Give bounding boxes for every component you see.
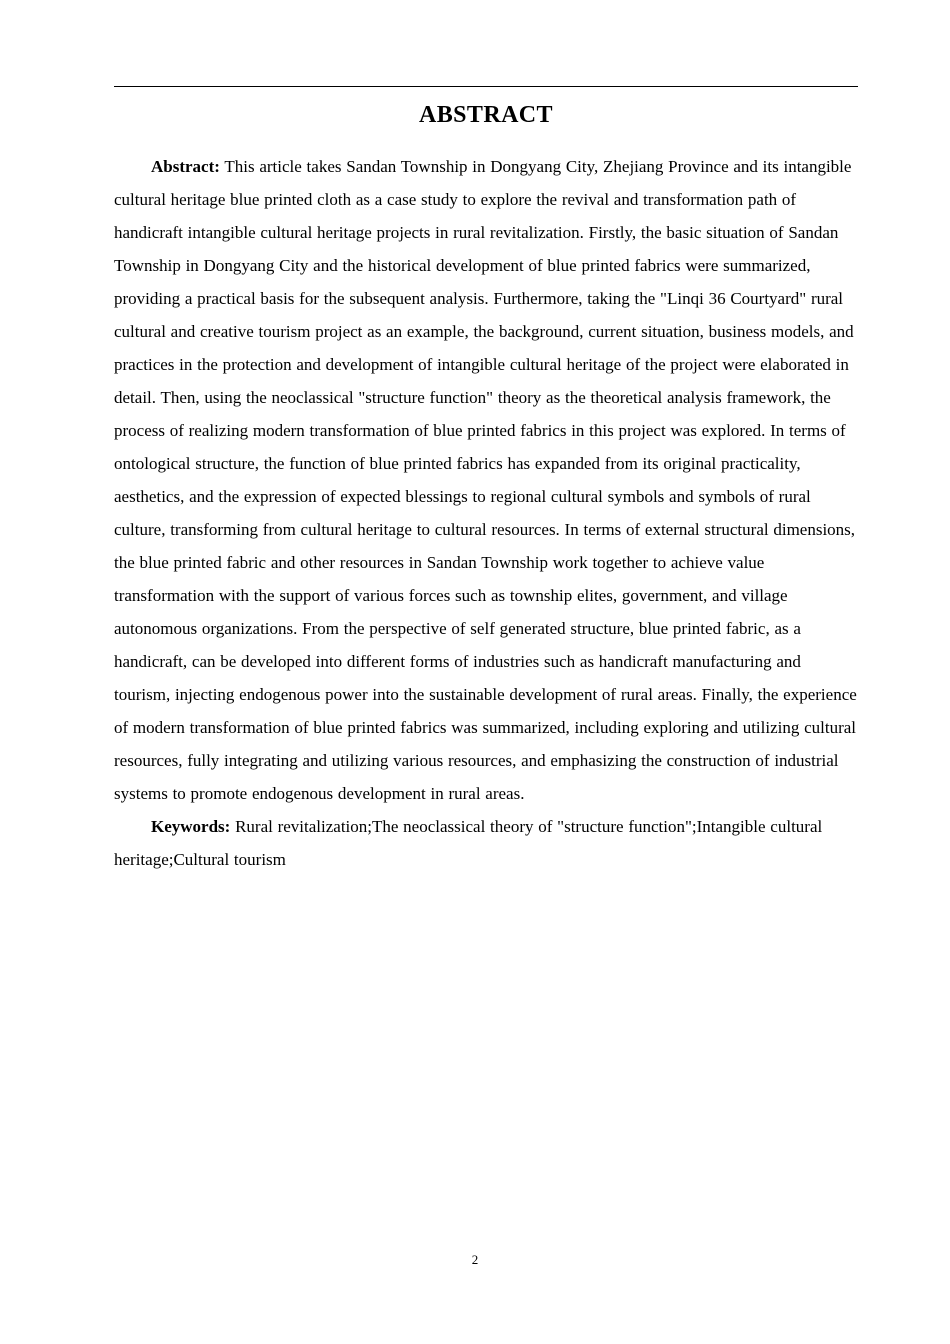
header-divider-rule <box>114 86 858 87</box>
abstract-paragraph <box>114 150 858 810</box>
abstract-label: Abstract: <box>151 157 220 176</box>
keywords-paragraph <box>114 810 858 876</box>
page-number: 2 <box>471 1252 479 1267</box>
keywords-text: Rural revitalization;The neoclassical theory of "structure function";Intangible cultural heritage;Cultural tourism <box>114 817 823 869</box>
abstract-text: This article takes Sandan Township in Dongyang City, Zhejiang Province and its intangible cultural heritage blue printed cloth as a case study to explore the revival and transformation path of handicraft intangible cultural heritage projects in rural revitalization. Firstly, the basic situation of Sandan Township in Dongyang City and the historical development of blue printed fabrics were summarized, providing a practical basis for the subsequent analysis. Furthermore, taking the "Linqi 36 Courtyard" rural cultural and creative tourism project as an example, the background, current situation, business models, and practices in the protection and development of intangible cultural heritage of the project were elaborated in detail. Then, using the neoclassical "structure function" theory as the theoretical analysis framework, the process of realizing modern transformation of blue printed fabrics in this project was explored. In terms of ontological structure, the function of blue printed fabrics has expanded from its original practicality, aesthetics, and the expression of expected blessings to regional cultural symbols and symbols of rural culture, transforming from cultural heritage to cultural resources. In terms of external structural dimensions, the blue printed fabric and other resources in Sandan Township work together to achieve value transformation with the support of various forces such as township elites, government, and village autonomous organizations. From the perspective of self generated structure, blue printed fabric, as a handicraft, can be developed into different forms of industries such as handicraft manufacturing and tourism, injecting endogenous power into the sustainable development of rural areas. Finally, the experience of modern transformation of blue printed fabrics was summarized, including exploring and utilizing cultural resources, fully integrating and utilizing various resources, and emphasizing the construction of industrial systems to promote endogenous development in rural areas. <box>114 157 857 803</box>
keywords-label: Keywords: <box>151 817 231 836</box>
page-title: ABSTRACT <box>419 102 553 128</box>
